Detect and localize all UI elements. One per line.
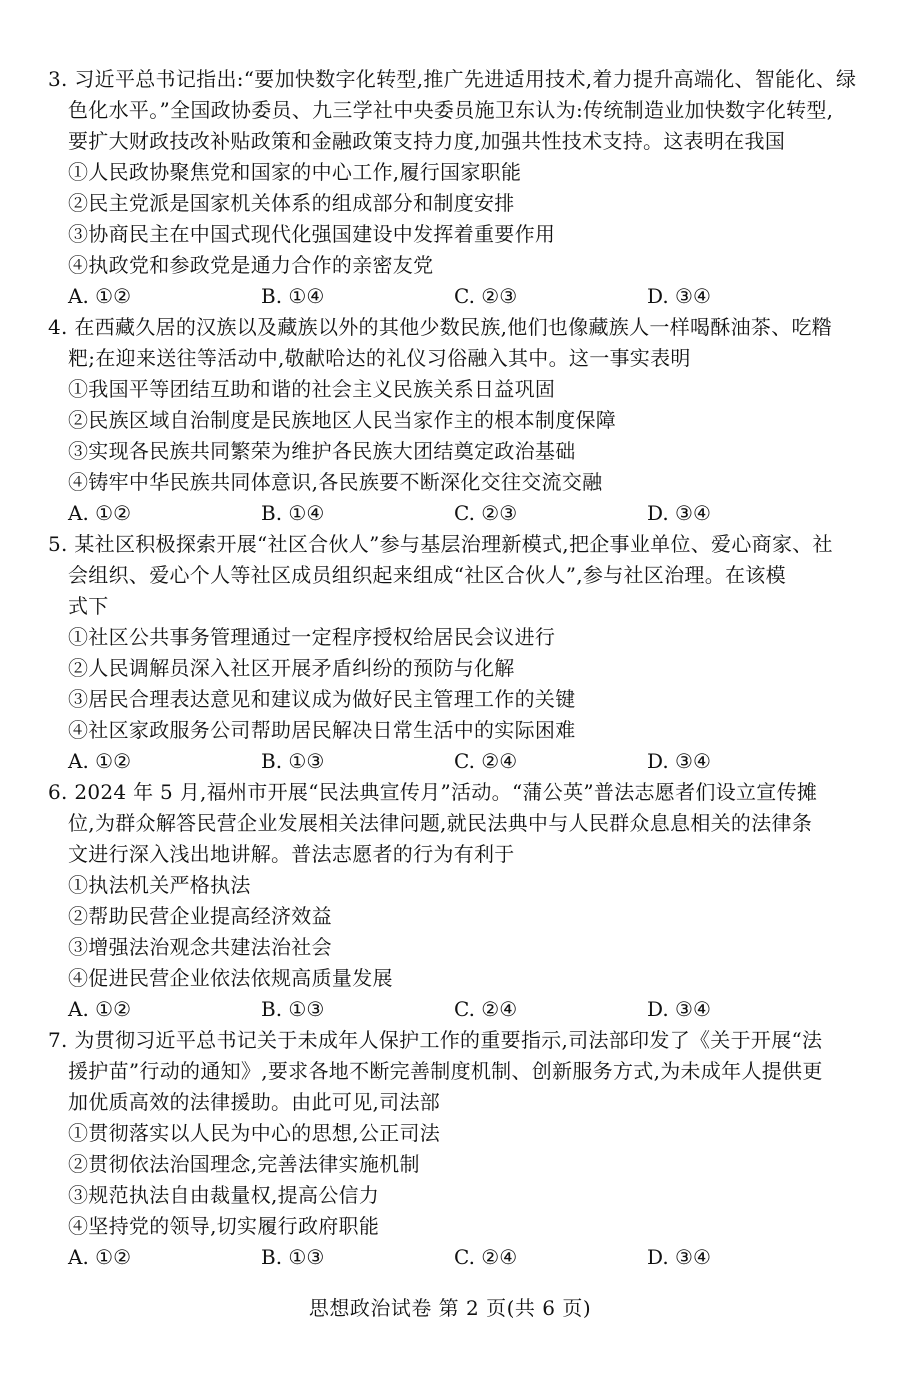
statement-option: ③规范执法自由裁量权,提高公信力 <box>68 1183 380 1207</box>
choice-a: A. ①② <box>68 501 132 525</box>
choice-c: C. ②④ <box>454 997 518 1021</box>
question-stem-line: 3. 习近平总书记指出:“要加快数字化转型,推广先进适用技术,着力提升高端化、智能化、绿 <box>48 67 857 91</box>
statement-option: ③实现各民族共同繁荣为维护各民族大团结奠定政治基础 <box>68 439 576 463</box>
choice-a: A. ①② <box>68 749 132 773</box>
answer-choices <box>48 1242 858 1273</box>
statement-option: ①社区公共事务管理通过一定程序授权给居民会议进行 <box>68 625 556 649</box>
question-5 <box>48 529 858 777</box>
statement-option: ①人民政协聚焦党和国家的中心工作,履行国家职能 <box>68 160 522 184</box>
choice-d: D. ③④ <box>647 501 711 525</box>
answer-choices <box>48 994 858 1025</box>
question-7 <box>48 1025 858 1273</box>
page-footer: 思想政治试卷 第 2 页(共 6 页) <box>308 1296 592 1320</box>
choice-c: C. ②③ <box>454 501 518 525</box>
statement-option: ③增强法治观念共建法治社会 <box>68 935 332 959</box>
question-stem-line: 5. 某社区积极探索开展“社区合伙人”参与基层治理新模式,把企事业单位、爱心商家、社 <box>48 532 833 556</box>
question-stem-line: 文进行深入浅出地讲解。普法志愿者的行为有利于 <box>68 842 515 866</box>
question-stem-line: 4. 在西藏久居的汉族以及藏族以外的其他少数民族,他们也像藏族人一样喝酥油茶、吃糌 <box>48 315 833 339</box>
statement-option: ①我国平等团结互助和谐的社会主义民族关系日益巩固 <box>68 377 556 401</box>
answer-choices <box>48 498 858 529</box>
answer-choices <box>48 281 858 312</box>
question-6 <box>48 777 858 1025</box>
choice-c: C. ②③ <box>454 284 518 308</box>
question-stem-line: 加优质高效的法律援助。由此可见,司法部 <box>68 1090 441 1114</box>
choice-d: D. ③④ <box>647 749 711 773</box>
choice-c: C. ②④ <box>454 749 518 773</box>
question-stem-line: 色化水平。”全国政协委员、九三学社中央委员施卫东认为:传统制造业加快数字化转型, <box>68 98 834 122</box>
statement-option: ②帮助民营企业提高经济效益 <box>68 904 332 928</box>
question-stem-line: 式下 <box>68 594 109 618</box>
answer-choices <box>48 746 858 777</box>
choice-b: B. ①④ <box>261 284 325 308</box>
choice-b: B. ①③ <box>261 749 325 773</box>
statement-option: ③协商民主在中国式现代化强国建设中发挥着重要作用 <box>68 222 556 246</box>
choice-d: D. ③④ <box>647 1245 711 1269</box>
statement-option: ②人民调解员深入社区开展矛盾纠纷的预防与化解 <box>68 656 515 680</box>
choice-b: B. ①③ <box>261 997 325 1021</box>
choice-d: D. ③④ <box>647 997 711 1021</box>
question-4 <box>48 312 858 529</box>
choice-d: D. ③④ <box>647 284 711 308</box>
statement-option: ④社区家政服务公司帮助居民解决日常生活中的实际困难 <box>68 718 576 742</box>
question-3 <box>48 64 858 312</box>
choice-c: C. ②④ <box>454 1245 518 1269</box>
question-stem-line: 粑;在迎来送往等活动中,敬献哈达的礼仪习俗融入其中。这一事实表明 <box>68 346 691 370</box>
statement-option: ②民族区域自治制度是民族地区人民当家作主的根本制度保障 <box>68 408 617 432</box>
question-stem-line: 援护苗”行动的通知》,要求各地不断完善制度机制、创新服务方式,为未成年人提供更 <box>68 1059 823 1083</box>
statement-option: ④坚持党的领导,切实履行政府职能 <box>68 1214 380 1238</box>
choice-a: A. ①② <box>68 284 132 308</box>
statement-option: ④执政党和参政党是通力合作的亲密友党 <box>68 253 434 277</box>
statement-option: ④促进民营企业依法依规高质量发展 <box>68 966 393 990</box>
statement-option: ①执法机关严格执法 <box>68 873 251 897</box>
choice-a: A. ①② <box>68 1245 132 1269</box>
question-stem-line: 位,为群众解答民营企业发展相关法律问题,就民法典中与人民群众息息相关的法律条 <box>68 811 813 835</box>
statement-option: ②民主党派是国家机关体系的组成部分和制度安排 <box>68 191 515 215</box>
question-stem-line: 7. 为贯彻习近平总书记关于未成年人保护工作的重要指示,司法部印发了《关于开展“法 <box>48 1028 823 1052</box>
question-stem-line: 要扩大财政技改补贴政策和金融政策支持力度,加强共性技术支持。这表明在我国 <box>68 129 786 153</box>
statement-option: ①贯彻落实以人民为中心的思想,公正司法 <box>68 1121 441 1145</box>
question-stem-line: 6. 2024 年 5 月,福州市开展“民法典宣传月”活动。“蒲公英”普法志愿者们设立宣传摊 <box>48 780 818 804</box>
statement-option: ②贯彻依法治国理念,完善法律实施机制 <box>68 1152 420 1176</box>
question-stem-line: 会组织、爱心个人等社区成员组织起来组成“社区合伙人”,参与社区治理。在该模 <box>68 563 786 587</box>
choice-b: B. ①③ <box>261 1245 325 1269</box>
question-list <box>48 64 858 1273</box>
statement-option: ④铸牢中华民族共同体意识,各民族要不断深化交往交流交融 <box>68 470 603 494</box>
choice-b: B. ①④ <box>261 501 325 525</box>
choice-a: A. ①② <box>68 997 132 1021</box>
statement-option: ③居民合理表达意见和建议成为做好民主管理工作的关键 <box>68 687 576 711</box>
